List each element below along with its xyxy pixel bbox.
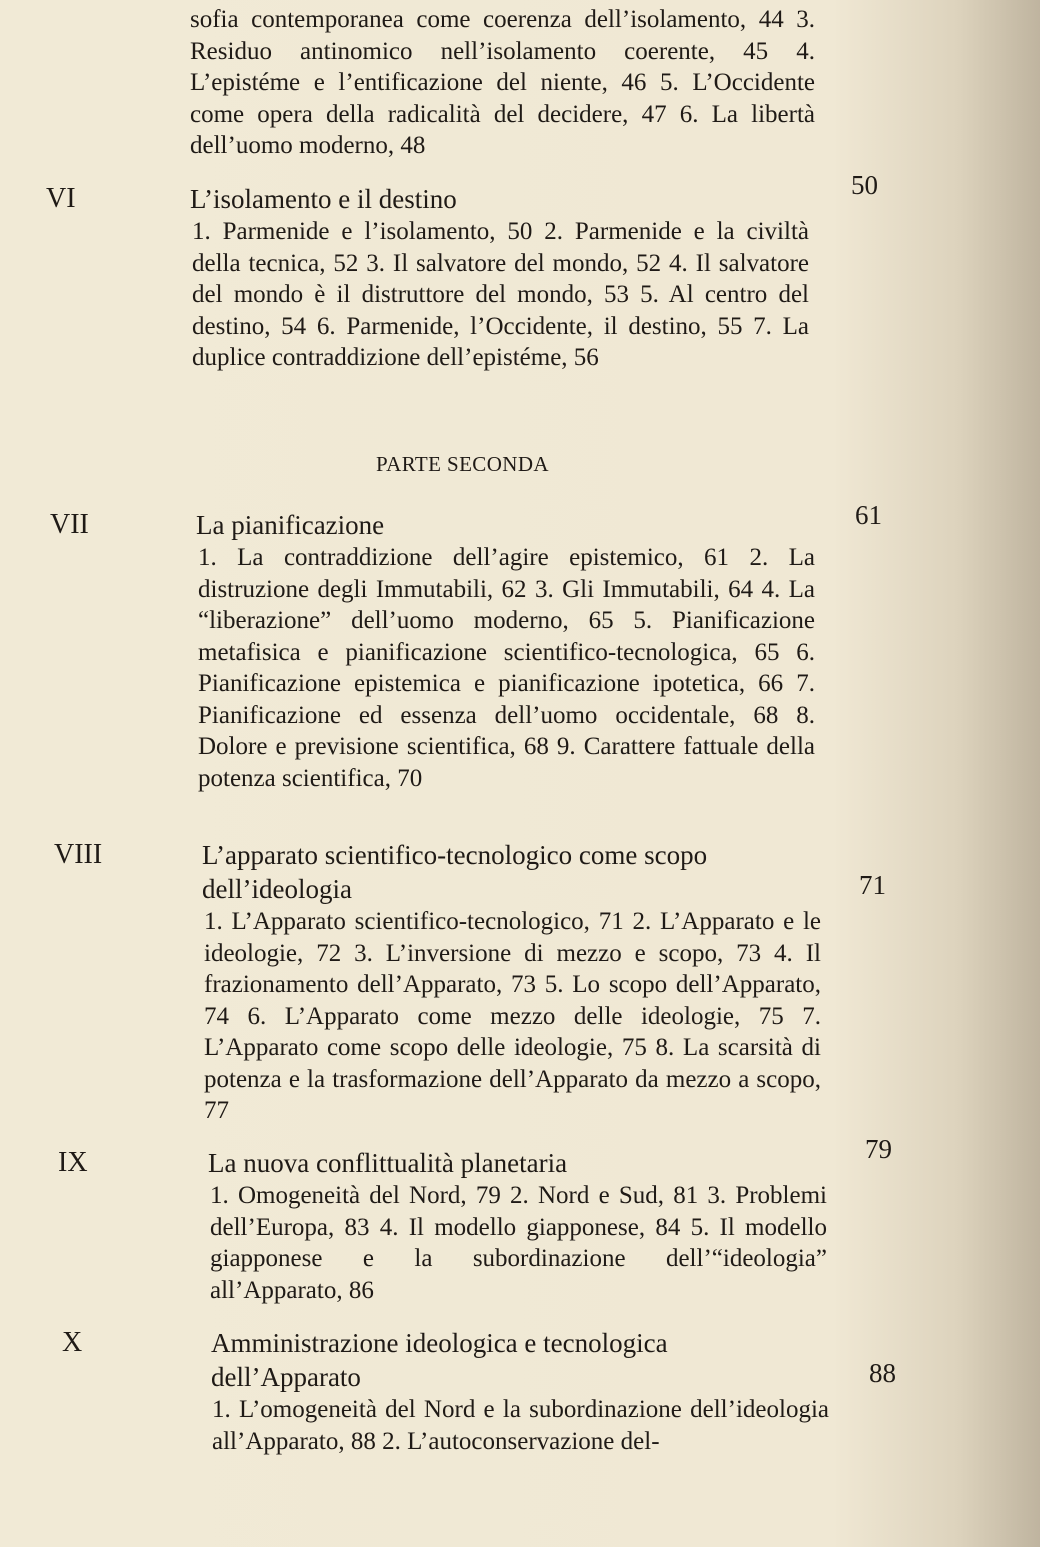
chapter-page-number: 79 xyxy=(865,1134,892,1164)
chapter-page-number: 50 xyxy=(851,170,878,200)
chapter-sections: 1. Parmenide e l’isolamento, 50 2. Parmenide e la civiltà della tecnica, 52 3. Il salvatore del mondo, 52 4. Il salvatore del mondo è il distruttore del mondo, 53 5. Al centro del destino, 54 6. Parmenide, l’Occidente, il destino, 55 7. La duplice contraddizione dell’epistéme, 56 xyxy=(192,218,809,371)
chapter-title: L’apparato scientifico-tecnologico come scopo dell’ideologia xyxy=(202,840,708,904)
chapter-sections: 1. Omogeneità del Nord, 79 2. Nord e Sud, 81 3. Problemi dell’Europa, 83 4. Il modello giapponese, 84 5. Il modello giapponese e la subordinazione dell’“ideologia” all’Apparato, 86 xyxy=(210,1182,827,1304)
chapter-numeral: VI xyxy=(46,183,76,214)
chapter-title: La nuova conflittualità planetaria xyxy=(208,1148,568,1178)
chapter-title: Amministrazione ideologica e tecnologica dell’Apparato xyxy=(211,1328,668,1392)
chapter-sections: 1. L’Apparato scientifico-tecnologico, 71 2. L’Apparato e le ideologie, 72 3. L’inversione di mezzo e scopo, 73 4. Il frazionamento dell’Apparato, 73 5. Lo scopo dell’Apparato, 74 6. L’Apparato come mezzo delle ideologie, 75 7. L’Apparato come scopo delle ideologie, 75 8. La scarsità di potenza e la trasformazione dell’Apparato da mezzo a scopo, 77 xyxy=(204,908,821,1124)
chapter-numeral: VIII xyxy=(54,839,103,870)
chapter-numeral: X xyxy=(62,1327,83,1358)
chapter-title: La pianificazione xyxy=(196,510,385,540)
chapter-numeral: IX xyxy=(58,1147,88,1178)
chapter-page-number: 88 xyxy=(869,1358,896,1388)
part-heading: PARTE SECONDA xyxy=(376,452,549,476)
chapter-title: L’isolamento e il destino xyxy=(190,184,457,214)
chapter-sections: 1. L’omogeneità del Nord e la subordinazione dell’ideologia all’Apparato, 88 2. L’autoconservazione del- xyxy=(212,1396,829,1455)
chapter-page-number: 71 xyxy=(859,870,886,900)
chapter-numeral: VII xyxy=(50,509,89,540)
chapter-sections: 1. La contraddizione dell’agire epistemico, 61 2. La distruzione degli Immutabili, 62 3. Gli Immutabili, 64 4. La “liberazione” dell’uomo moderno, 65 5. Pianificazione metafisica e pianificazione scientifico-tecnologica, 65 6. Pianificazione epistemica e pianificazione ipotetica, 66 7. Pianificazione ed essenza dell’uomo occidentale, 68 8. Dolore e previsione scientifica, 68 9. Carattere fattuale della potenza scientifica, 70 xyxy=(198,544,815,792)
chapter-page-number: 61 xyxy=(855,500,882,530)
toc-continuation-text: sofia contemporanea come coerenza dell’isolamento, 44 3. Residuo antinomico nell’isolamento coerente, 45 4. L’epistéme e l’entificazione del niente, 46 5. L’Occidente come opera della radicalità del decidere, 47 6. La libertà dell’uomo moderno, 48 xyxy=(190,6,815,159)
